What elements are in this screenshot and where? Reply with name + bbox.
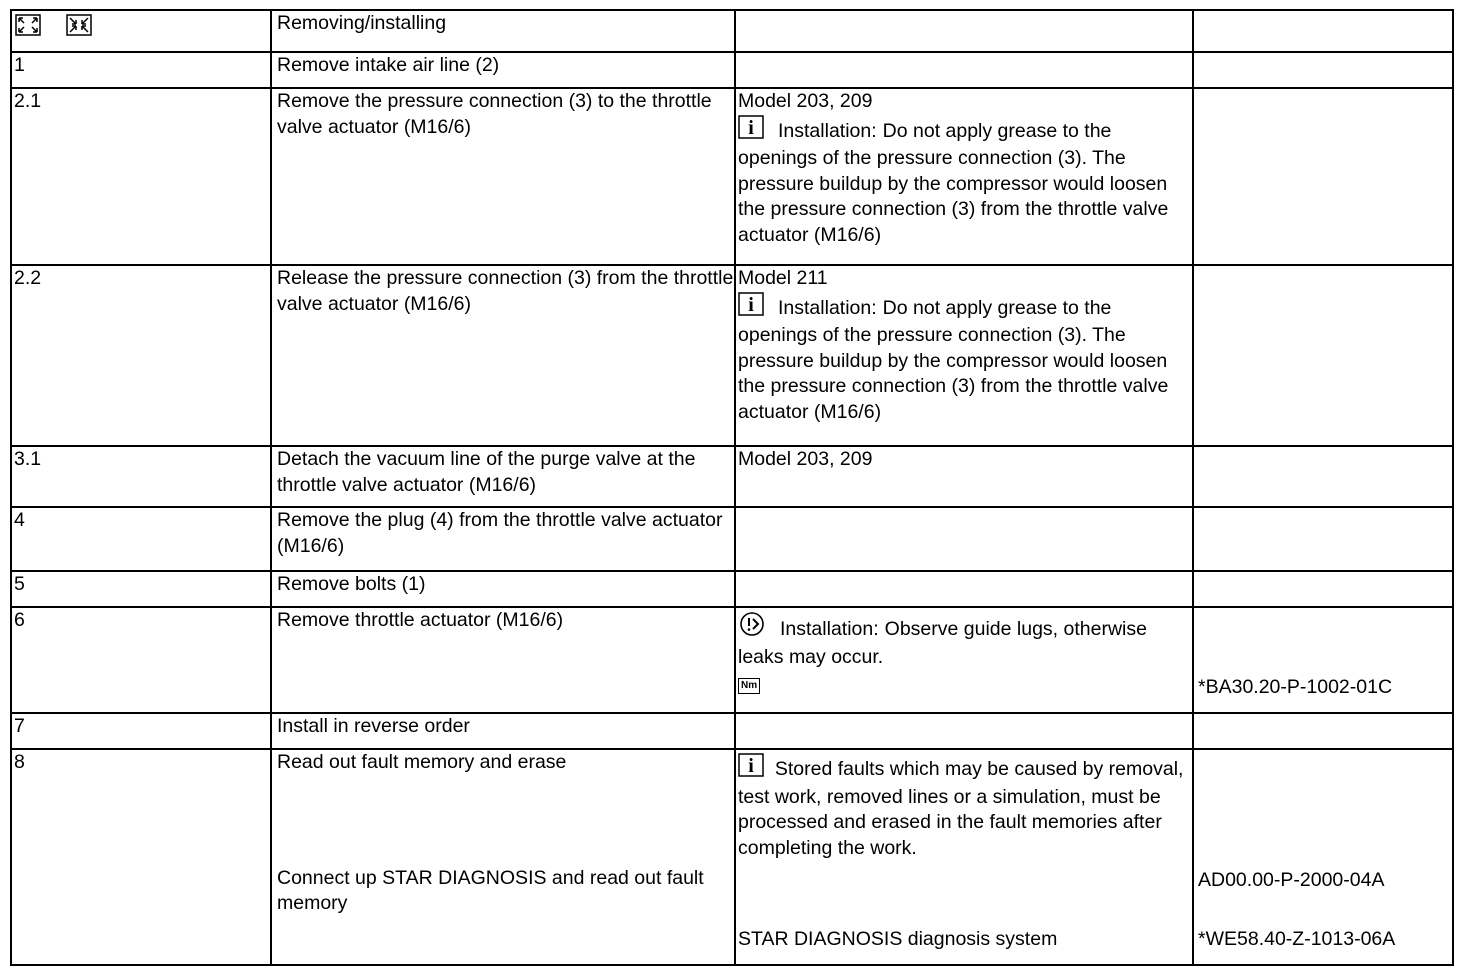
table-header-row [11,10,1453,52]
table-row [11,607,1453,713]
svg-text:i: i [748,116,754,139]
step-action-secondary: Connect up STAR DIAGNOSIS and read out fault memory [277,866,704,914]
note-text: Stored faults which may be caused by removal, test work, removed lines or a simulation, must be processed and erased in the fault memories after completing the work. [738,758,1184,859]
step-action: Read out fault memory and erase [277,751,567,773]
model-label: Model 203, 209 [738,90,873,112]
step-action: Remove the pressure connection (3) to the throttle valve actuator (M16/6) [271,88,735,265]
step-notes [735,265,1193,446]
step-action: Remove intake air line (2) [271,52,735,88]
step-number: 2.2 [11,265,271,446]
svg-text:i: i [748,755,754,777]
reference-link[interactable]: *BA30.20-P-1002-01C [1198,675,1393,698]
step-notes [735,607,1193,713]
table-row [11,713,1453,749]
table-row [11,52,1453,88]
torque-nm-icon[interactable]: Nm [738,678,760,694]
info-icon [738,753,764,785]
step-number: 3.1 [11,446,271,507]
model-label: Model 211 [738,267,828,289]
table-row [11,265,1453,446]
installation-label: Installation: [780,618,879,640]
step-action: Remove the plug (4) from the throttle valve actuator (M16/6) [271,507,735,571]
collapse-icon[interactable] [66,14,92,44]
step-action: Release the pressure connection (3) from the throttle valve actuator (M16/6) [271,265,735,446]
header-icons-cell [11,10,271,52]
note-text: Do not apply grease to the openings of the pressure connection (3). The pressure buildup by the compressor would loosen the pressure connection (3) from the throttle valve actuator (M16/6) [738,119,1169,246]
table-row [11,749,1453,965]
info-icon [738,292,764,324]
note-text: Observe guide lugs, otherwise leaks may occur. [738,618,1147,668]
info-icon [738,115,764,147]
expand-icon[interactable] [15,14,41,44]
caution-icon [738,611,766,645]
svg-text:i: i [748,293,754,316]
table-row [11,88,1453,265]
reference-link[interactable]: *WE58.40-Z-1013-06A [1198,927,1396,950]
note-text: Do not apply grease to the openings of the pressure connection (3). The pressure buildup by the compressor would loosen the pressure connection (3) from the throttle valve actuator (M16/6) [738,296,1169,423]
table-row [11,446,1453,507]
step-number: 4 [11,507,271,571]
step-action: Remove bolts (1) [271,571,735,607]
step-action: Remove throttle actuator (M16/6) [271,607,735,713]
header-title: Removing/installing [271,10,735,52]
step-number: 2.1 [11,88,271,265]
step-notes [735,88,1193,265]
step-action: Install in reverse order [271,713,735,749]
step-number: 8 [11,749,271,965]
step-notes [735,749,1193,965]
procedure-table [10,9,1454,966]
step-number: 6 [11,607,271,713]
step-number: 1 [11,52,271,88]
step-number: 5 [11,571,271,607]
reference-link[interactable]: AD00.00-P-2000-04A [1198,869,1385,891]
table-row [11,571,1453,607]
step-number: 7 [11,713,271,749]
table-row [11,507,1453,571]
installation-label: Installation: [778,119,877,142]
model-label: Model 203, 209 [735,446,1193,507]
step-action: Detach the vacuum line of the purge valve at the throttle valve actuator (M16/6) [271,446,735,507]
installation-label: Installation: [778,296,877,319]
tool-label: STAR DIAGNOSIS diagnosis system [738,928,1058,950]
